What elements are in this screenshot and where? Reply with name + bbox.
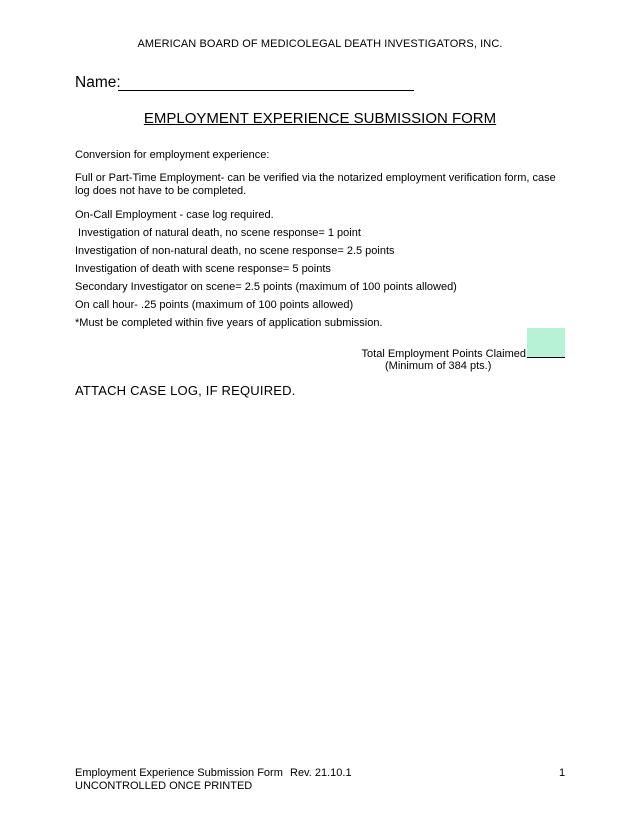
form-title: EMPLOYMENT EXPERIENCE SUBMISSION FORM <box>143 110 497 127</box>
attach-case-log-note: ATTACH CASE LOG, IF REQUIRED. <box>75 383 296 398</box>
on-call-heading: On-Call Employment - case log required. <box>75 209 274 221</box>
total-points-input[interactable] <box>527 328 565 358</box>
full-part-time-text: Full or Part-Time Employment- can be verified via the notarized employment verification form, case log does not have to be completed. <box>75 172 556 197</box>
list-item: On call hour- .25 points (maximum of 100 points allowed) <box>75 299 354 311</box>
name-label: Name: <box>75 74 121 91</box>
footer-form-name: Employment Experience Submission Form <box>75 767 283 779</box>
name-input-line[interactable] <box>118 90 414 91</box>
conversion-heading: Conversion for employment experience: <box>75 149 270 161</box>
list-item: Secondary Investigator on scene= 2.5 points (maximum of 100 points allowed) <box>75 281 457 293</box>
organization-header: AMERICAN BOARD OF MEDICOLEGAL DEATH INVESTIGATORS, INC. <box>137 38 503 50</box>
list-item: Investigation of death with scene response= 5 points <box>75 263 331 275</box>
list-item: Investigation of natural death, no scene response= 1 point <box>75 227 361 239</box>
footer-uncontrolled: UNCONTROLLED ONCE PRINTED <box>75 780 253 792</box>
total-points-label: Total Employment Points Claimed <box>361 348 526 360</box>
list-item: *Must be completed within five years of application submission. <box>75 317 383 329</box>
footer-revision: Rev. 21.10.1 <box>290 767 352 779</box>
footer-page-number: 1 <box>559 767 566 779</box>
minimum-points-note: (Minimum of 384 pts.) <box>385 360 492 372</box>
list-item: Investigation of non-natural death, no scene response= 2.5 points <box>75 245 395 257</box>
